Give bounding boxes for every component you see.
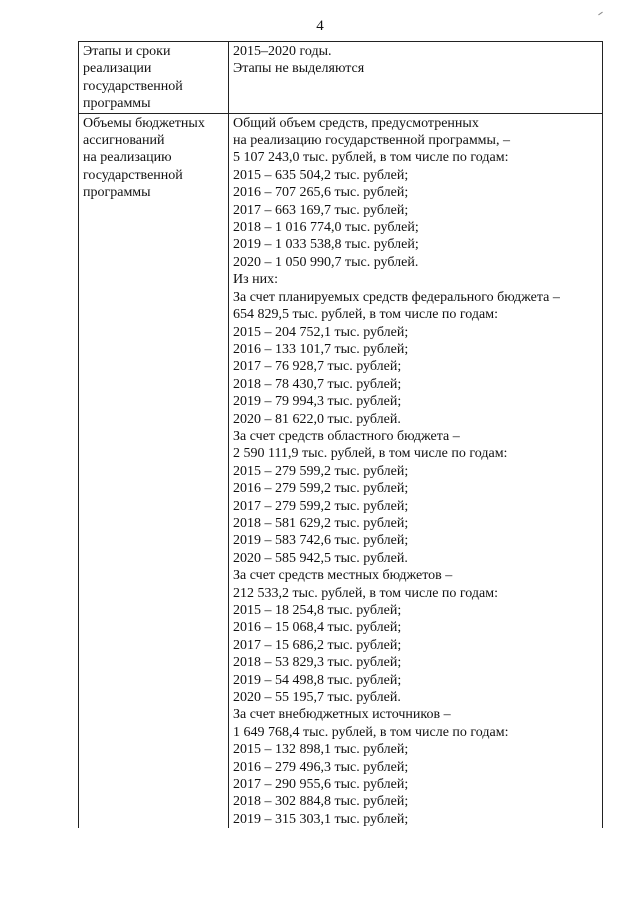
- program-passport-table: [78, 41, 603, 828]
- value-line: 2020 – 55 195,7 тыс. рублей.: [233, 690, 401, 706]
- value-line: 2016 – 279 496,3 тыс. рублей;: [233, 759, 409, 775]
- label-line: реализации: [83, 61, 152, 77]
- value-line: 2019 – 79 994,3 тыс. рублей;: [233, 394, 402, 410]
- value-line: 2015 – 279 599,2 тыс. рублей;: [233, 463, 409, 479]
- value-line: 2017 – 290 955,6 тыс. рублей;: [233, 777, 409, 793]
- value-line: 2017 – 15 686,2 тыс. рублей;: [233, 637, 402, 653]
- value-line: Из них:: [233, 272, 279, 288]
- value-line: 2019 – 583 742,6 тыс. рублей;: [233, 533, 409, 549]
- scan-mark: [598, 12, 603, 16]
- value-line: 2018 – 78 430,7 тыс. рублей;: [233, 376, 402, 392]
- label-line: ассигнований: [83, 133, 165, 149]
- label-line: на реализацию: [83, 150, 172, 166]
- row-value-cell: [229, 113, 603, 828]
- value-line: 2015 – 204 752,1 тыс. рублей;: [233, 324, 409, 340]
- value-line: 2018 – 53 829,3 тыс. рублей;: [233, 655, 402, 671]
- table-row-budget: [79, 113, 603, 828]
- value-line: 654 829,5 тыс. рублей, в том числе по годам:: [233, 307, 498, 323]
- value-line: 2016 – 133 101,7 тыс. рублей;: [233, 341, 409, 357]
- value-line: 2016 – 15 068,4 тыс. рублей;: [233, 620, 402, 636]
- value-line: За счет средств областного бюджета –: [233, 428, 460, 444]
- row-value-cell: [229, 42, 603, 114]
- value-line: Общий объем средств, предусмотренных: [233, 115, 479, 131]
- value-line: 2018 – 581 629,2 тыс. рублей;: [233, 515, 409, 531]
- value-line: За счет средств местных бюджетов –: [233, 568, 453, 584]
- value-line: 2015 – 635 504,2 тыс. рублей;: [233, 167, 409, 183]
- value-line: 2015 – 132 898,1 тыс. рублей;: [233, 742, 409, 758]
- value-line: За счет планируемых средств федерального бюджета –: [233, 289, 560, 305]
- value-line: 2016 – 279 599,2 тыс. рублей;: [233, 481, 409, 497]
- value-line: 2017 – 663 169,7 тыс. рублей;: [233, 202, 409, 218]
- label-line: Этапы и сроки: [83, 44, 171, 59]
- value-line: 2019 – 1 033 538,8 тыс. рублей;: [233, 237, 419, 253]
- label-line: государственной: [83, 167, 183, 183]
- value-line: 2015 – 18 254,8 тыс. рублей;: [233, 603, 402, 618]
- label-line: программы: [83, 185, 151, 201]
- row-label-cell: [79, 113, 229, 828]
- value-line: 2017 – 279 599,2 тыс. рублей;: [233, 498, 409, 514]
- value-line: 2015–2020 годы.: [233, 44, 332, 59]
- page-number: 4: [316, 18, 324, 34]
- value-line: 2 590 111,9 тыс. рублей, в том числе по годам:: [233, 446, 508, 462]
- value-line: на реализацию государственной программы, –: [233, 133, 510, 149]
- value-line: 2017 – 76 928,7 тыс. рублей;: [233, 359, 402, 375]
- value-line: За счет внебюджетных источников –: [233, 707, 451, 723]
- value-line: 2018 – 302 884,8 тыс. рублей;: [233, 794, 409, 810]
- value-line: 2019 – 315 303,1 тыс. рублей;: [233, 811, 409, 827]
- value-line: 2020 – 81 622,0 тыс. рублей.: [233, 411, 401, 427]
- label-line: Объемы бюджетных: [83, 115, 205, 131]
- value-line: 2019 – 54 498,8 тыс. рублей;: [233, 672, 402, 688]
- value-line: 1 649 768,4 тыс. рублей, в том числе по годам:: [233, 724, 509, 740]
- label-line: государственной: [83, 78, 183, 94]
- value-line: 2020 – 585 942,5 тыс. рублей.: [233, 550, 408, 566]
- value-line: 2018 – 1 016 774,0 тыс. рублей;: [233, 220, 419, 236]
- label-line: программы: [83, 96, 151, 112]
- value-line: 2016 – 707 265,6 тыс. рублей;: [233, 185, 409, 201]
- value-line: Этапы не выделяются: [233, 61, 365, 77]
- row-label-cell: [79, 42, 229, 114]
- value-line: 212 533,2 тыс. рублей, в том числе по годам:: [233, 585, 498, 601]
- value-line: 5 107 243,0 тыс. рублей, в том числе по годам:: [233, 150, 509, 166]
- table-row-stages: [79, 42, 603, 114]
- value-line: 2020 – 1 050 990,7 тыс. рублей.: [233, 254, 419, 270]
